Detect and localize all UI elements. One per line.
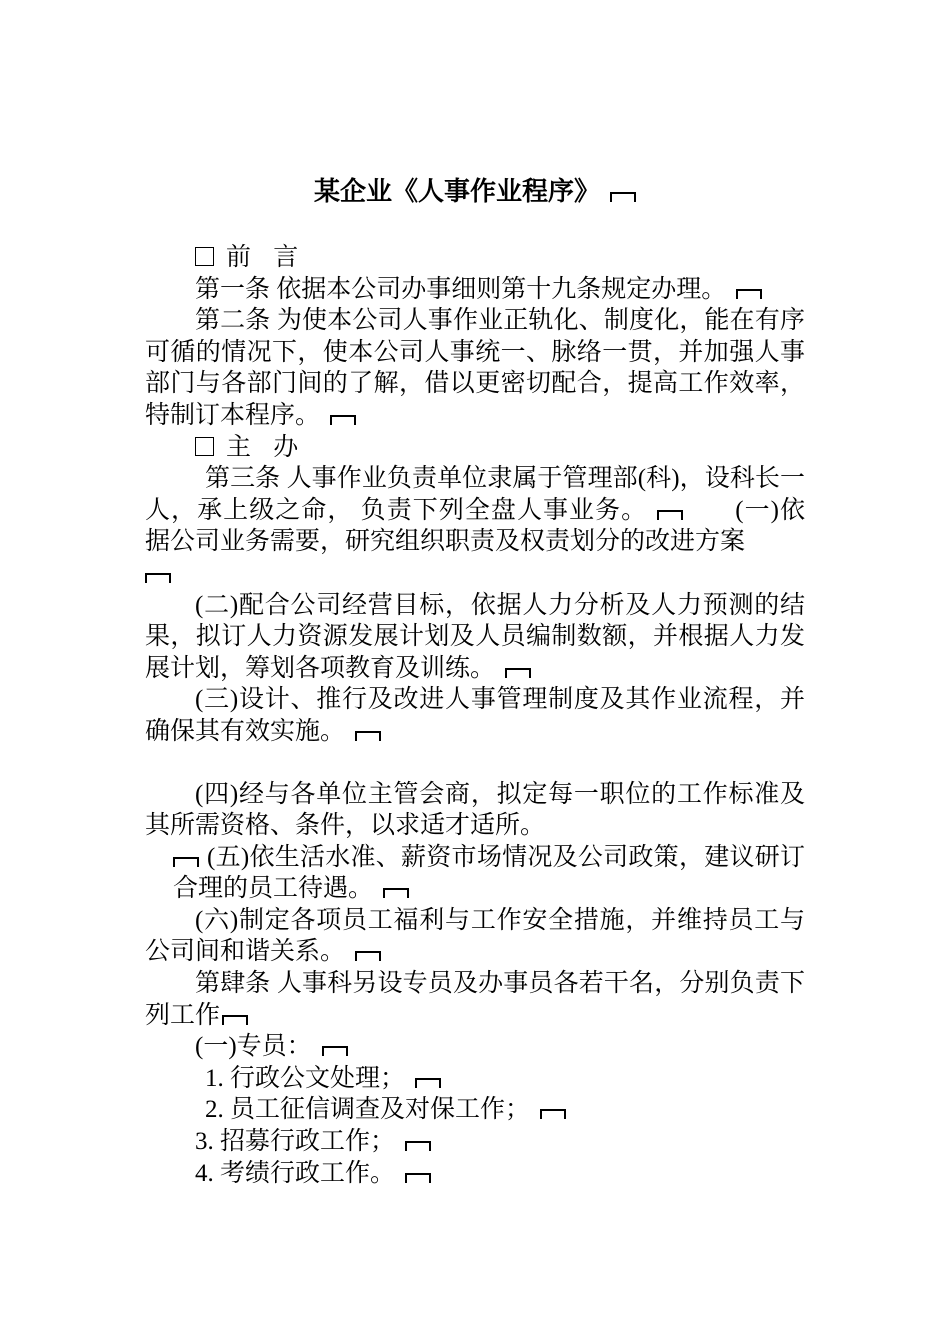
section-heading-main: 主 办 [145, 432, 805, 464]
paragraph-mark-icon [405, 1173, 431, 1183]
article-3-item-2: (二)配合公司经营目标，依据人力分析及人力预测的结果，拟订人力资源发展计划及人员编制数额，并根据人力发展计划，筹划各项教育及训练。 [145, 591, 805, 682]
article-3-item-6: (六)制定各项员工福利与工作安全措施，并维持员工与公司间和谐关系。 [145, 906, 805, 966]
paragraph-mark-icon [222, 1015, 248, 1025]
paragraph-mark-icon [505, 668, 531, 678]
article-3-item-3: (三)设计、推行及改进人事管理制度及其作业流程，并确保其有效实施。 [145, 686, 805, 745]
list-item: 2. 员工征信调查及对保工作； [145, 1094, 805, 1126]
document-title: 某企业《人事作业程序》 [145, 170, 805, 214]
paragraph-mark-icon [355, 731, 381, 741]
paragraph-mark-icon [145, 573, 171, 583]
article-1: 第一条 依据本公司办事细则第十九条规定办理。 [145, 274, 805, 306]
paragraph-mark-icon [415, 1078, 441, 1088]
section-heading-preface: 前 言 [145, 242, 805, 274]
article-3-item-4: (四)经与各单位主管会商，拟定每一职位的工作标准及其所需资格、条件，以求适才适所。 [145, 780, 805, 840]
list-item: 1. 行政公文处理； [145, 1063, 805, 1095]
list-item: 4. 考绩行政工作。 [145, 1158, 805, 1190]
paragraph-mark-icon [330, 415, 356, 425]
paragraph-mark-icon [610, 192, 636, 202]
article-3: 第三条 人事作业负责单位隶属于管理部(科)，设科长一人，承上级之命， 负责下列全盘人事业务。 (一)依据公司业务需要，研究组织职责及权责划分的改进方案 [145, 463, 805, 589]
checkbox-square-icon [195, 247, 214, 266]
paragraph-mark-icon [540, 1109, 566, 1119]
article-4: 第肆条 人事科另设专员及办事员各若干名，分别负责下列工作 [145, 970, 805, 1029]
list-item: 3. 招募行政工作； [145, 1126, 805, 1158]
article-3-item-5: (五)依生活水准、薪资市场情况及公司政策，建议研订合理的员工待遇。 [173, 843, 805, 903]
paragraph-mark-icon [355, 951, 381, 961]
checkbox-square-icon [195, 437, 214, 456]
article-2: 第二条 为使本公司人事作业正轨化、制度化，能在有序可循的情况下，使本公司人事统一、脉络一贯，并加强人事部门与各部门间的了解，借以更密切配合，提高工作效率，特制订本程序。 [145, 307, 805, 429]
paragraph-mark-icon [383, 888, 409, 898]
paragraph-mark-icon [322, 1046, 348, 1056]
article-4-specialist: (一)专员： [145, 1031, 805, 1063]
paragraph-mark-icon [405, 1141, 431, 1151]
document-body [145, 170, 805, 1189]
paragraph-mark-icon [736, 289, 762, 299]
paragraph-mark-icon [173, 857, 199, 867]
paragraph-mark-icon [657, 510, 683, 520]
